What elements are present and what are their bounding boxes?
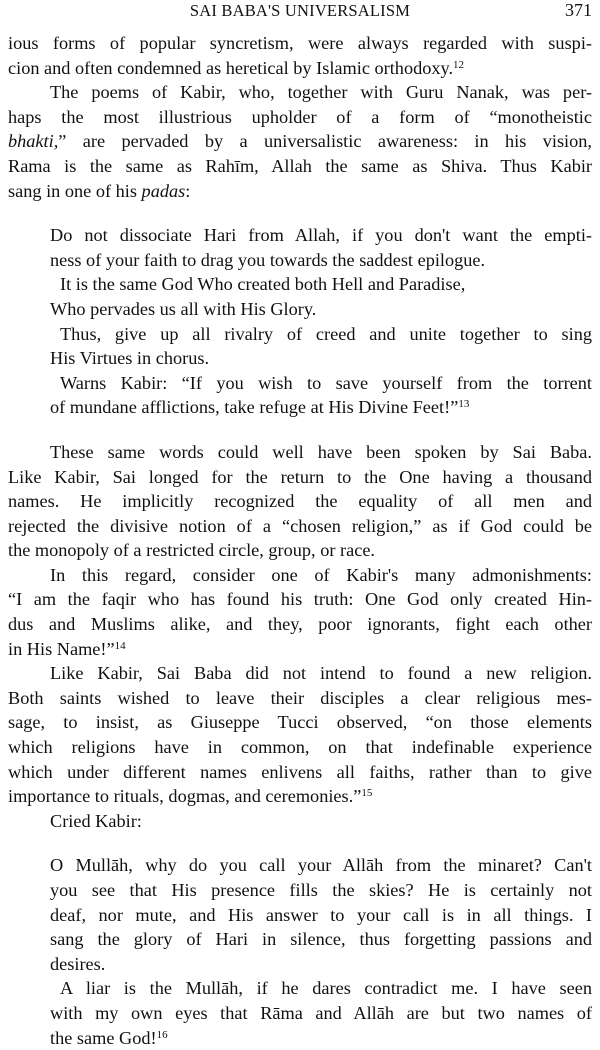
- block-spacer: [8, 203, 592, 223]
- text-line: [8, 760, 592, 785]
- text-line: [50, 903, 592, 928]
- running-title: SAI BABA'S UNIVERSALISM: [189, 1, 411, 20]
- text-run: Do not dissociate Hari from Allah, if you don't want the empti-: [50, 225, 592, 246]
- text-run: Like Kabir, Sai longed for the return to the One having a thousand: [8, 466, 592, 487]
- text-run: Like Kabir, Sai Baba did not intend to found a new religion.: [50, 663, 592, 684]
- text-line: [8, 56, 592, 81]
- italic-term: bhakti,: [8, 131, 59, 152]
- italic-term: padas: [141, 180, 186, 201]
- footnote-ref: 15: [361, 787, 373, 800]
- text-line: [50, 248, 592, 273]
- text-run: sang in one of his: [8, 180, 142, 201]
- text-run: deaf, nor mute, and His answer to your call is in all things. I: [50, 904, 592, 925]
- text-line: [50, 322, 592, 347]
- text-line: [8, 809, 592, 834]
- text-run: dus and Muslims alike, and they, poor ignorants, fight each other: [8, 614, 592, 635]
- text-run: with my own eyes that Rāma and Allāh are but two names of: [50, 1002, 592, 1023]
- text-run: of mundane afflictions, take refuge at His Divine Feet!”: [50, 397, 459, 418]
- footnote-ref: 16: [156, 1028, 168, 1041]
- text-line: [8, 80, 592, 105]
- text-run: Warns Kabir: “If you wish to save yourself from the torrent: [60, 372, 592, 393]
- text-line: [50, 346, 592, 371]
- block-quote: [50, 853, 592, 1050]
- text-line: [50, 223, 592, 248]
- text-line: [8, 440, 592, 465]
- footnote-ref: 12: [453, 58, 465, 71]
- text-line: [50, 272, 592, 297]
- text-run: in His Name!”: [8, 638, 115, 659]
- text-line: [50, 976, 592, 1001]
- text-run: ness of your faith to drag you towards the saddest epilogue.: [50, 249, 486, 270]
- footnote-ref: 14: [114, 639, 126, 652]
- text-line: [8, 31, 592, 56]
- text-line: [8, 538, 592, 563]
- text-run: haps the most illustrious upholder of a form of “monotheistic: [8, 106, 592, 127]
- text-line: [8, 735, 592, 760]
- text-run: cion and often condemned as heretical by Islamic orthodoxy.: [8, 57, 454, 78]
- text-run: rejected the divisive notion of a “chosen religion,” as if God could be: [8, 515, 592, 536]
- text-run: It is the same God Who created both Hell and Paradise,: [60, 274, 466, 295]
- text-run: sang the glory of Hari in silence, thus forgetting passions and: [50, 929, 592, 950]
- text-run: which religions have in common, on that indefinable experience: [8, 737, 592, 758]
- footnote-ref: 13: [458, 398, 470, 411]
- text-run: In this regard, consider one of Kabir's many admonishments:: [50, 564, 592, 585]
- text-line: [8, 105, 592, 130]
- page-body: [8, 31, 592, 1050]
- running-header: [0, 0, 600, 22]
- prose-paragraphs: [8, 440, 592, 834]
- text-line: [8, 489, 592, 514]
- block-spacer: [8, 833, 592, 853]
- text-line: [50, 371, 592, 396]
- text-line: [50, 952, 592, 977]
- text-run: names. He implicitly recognized the equality of all men and: [8, 491, 592, 512]
- block-spacer: [8, 420, 592, 440]
- text-line: [50, 927, 592, 952]
- text-line: [8, 784, 592, 809]
- text-run: Both saints wished to leave their disciples a clear religious mes-: [8, 687, 592, 708]
- text-line: [8, 686, 592, 711]
- text-run: Rama is the same as Rahīm, Allah the same as Shiva. Thus Kabir: [8, 155, 592, 176]
- text-run: His Virtues in chorus.: [50, 348, 210, 369]
- text-line: [8, 661, 592, 686]
- text-line: [50, 395, 592, 420]
- text-run: O Mullāh, why do you call your Allāh from the minaret? Can't: [50, 855, 592, 876]
- text-run: A liar is the Mullāh, if he dares contradict me. I have seen: [60, 978, 592, 999]
- text-run: you see that His presence fills the skies? He is certainly not: [50, 880, 592, 900]
- text-line: [50, 878, 592, 903]
- text-line: [8, 465, 592, 490]
- text-line: [8, 587, 592, 612]
- text-run: the same God!: [50, 1027, 157, 1048]
- page-number: 371: [565, 0, 592, 20]
- text-run: Thus, give up all rivalry of creed and unite together to sing: [60, 323, 592, 344]
- text-line: [8, 710, 592, 735]
- text-run: :: [185, 180, 191, 201]
- text-run: sage, to insist, as Giuseppe Tucci observed, “on those elements: [8, 712, 592, 733]
- text-line: [50, 1001, 592, 1026]
- text-run: the monopoly of a restricted circle, group, or race.: [8, 540, 375, 561]
- prose-paragraphs: [8, 31, 592, 203]
- text-line: [8, 179, 592, 204]
- text-line: [50, 1026, 592, 1050]
- text-line: [8, 612, 592, 637]
- text-line: [8, 637, 592, 662]
- text-run: ” are pervaded by a universalistic awareness: in his vision,: [58, 131, 592, 152]
- text-line: [50, 853, 592, 878]
- text-line: [8, 563, 592, 588]
- text-run: “I am the faqir who has found his truth: One God only created Hin-: [8, 589, 592, 610]
- text-run: These same words could well have been spoken by Sai Baba.: [50, 441, 592, 462]
- text-line: [50, 297, 592, 322]
- text-run: Cried Kabir:: [50, 810, 142, 831]
- text-run: ious forms of popular syncretism, were always regarded with suspi-: [8, 33, 592, 53]
- block-quote: [50, 223, 592, 420]
- text-run: which under different names enlivens all faiths, rather than to give: [8, 761, 592, 782]
- text-run: The poems of Kabir, who, together with Guru Nanak, was per-: [50, 82, 592, 103]
- text-line: [8, 514, 592, 539]
- text-run: Who pervades us all with His Glory.: [50, 298, 317, 319]
- text-line: [8, 129, 592, 154]
- text-run: desires.: [50, 953, 106, 974]
- text-run: importance to rituals, dogmas, and ceremonies.”: [8, 786, 362, 807]
- text-line: [8, 154, 592, 179]
